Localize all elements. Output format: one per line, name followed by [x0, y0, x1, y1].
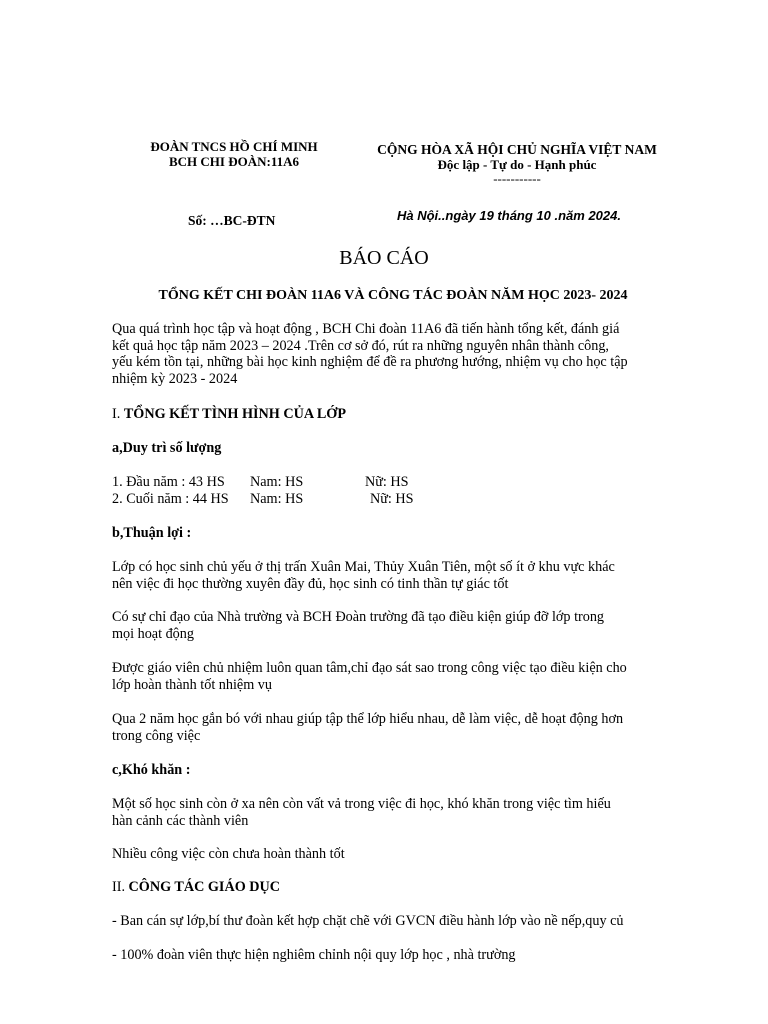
paragraph-line: Lớp có học sinh chủ yếu ở thị trấn Xuân Mai, Thủy Xuân Tiên, một số ít ở khu vực khác	[112, 559, 615, 575]
advantage-paragraph	[112, 660, 678, 693]
intro-line: kết quả học tập năm 2023 – 2024 .Trên cơ sở đó, rút ra những nguyên nhân thành công,	[112, 337, 609, 354]
paragraph-line: mọi hoạt động	[112, 625, 194, 642]
count-male: Nam: HS	[250, 474, 304, 490]
document-date: Hà Nội..ngày 19 tháng 10 .năm 2024.	[397, 208, 621, 223]
advantage-paragraph	[112, 559, 678, 592]
count-table	[112, 474, 678, 507]
section-2-title: CÔNG TÁC GIÁO DỤC	[128, 879, 281, 895]
paragraph-line: lớp hoàn thành tốt nhiệm vụ	[112, 676, 272, 693]
intro-line: nhiệm kỳ 2023 - 2024	[112, 370, 238, 387]
paragraph-line: Một số học sinh còn ở xa nên còn vất vả trong việc đi học, khó khăn trong việc tìm hiếu	[112, 796, 611, 812]
count-label: 2. Cuối năm : 44 HS	[112, 490, 229, 507]
difficulty-paragraph	[112, 796, 678, 829]
section-2-heading	[112, 879, 678, 896]
education-item: - Ban cán sự lớp,bí thư đoàn kết hợp chặt chẽ với GVCN điều hành lớp vào nề nếp,quy củ	[112, 913, 624, 929]
report-subtitle: TỔNG KẾT CHI ĐOÀN 11A6 VÀ CÔNG TÁC ĐOÀN NĂM HỌC 2023- 2024	[158, 288, 628, 303]
paragraph-line: hàn cảnh các thành viên	[112, 812, 249, 829]
paragraph-line: Qua 2 năm học gắn bó với nhau giúp tập thể lớp hiểu nhau, dễ làm việc, dễ hoạt động hơn	[112, 711, 624, 727]
section-2-number: II.	[112, 879, 125, 895]
section-1-heading	[112, 406, 678, 423]
count-row	[112, 491, 678, 508]
branch-name: BCH CHI ĐOÀN:11A6	[168, 154, 299, 169]
organization-name: ĐOÀN TNCS HỒ CHÍ MINH	[150, 139, 318, 154]
advantage-paragraph	[112, 711, 678, 744]
intro-line: yếu kém tồn tại, những bài học kinh nghiệm để đề ra phương hướng, nhiệm vụ cho học tập	[112, 354, 628, 370]
paragraph-line: Được giáo viên chủ nhiệm luôn quan tâm,chỉ đạo sát sao trong công việc tạo điều kiện cho	[112, 660, 627, 676]
page-title: BÁO CÁO	[339, 247, 429, 269]
organization-header	[134, 139, 334, 169]
paragraph-line: Có sự chỉ đạo của Nhà trường và BCH Đoàn trường đã tạo điều kiện giúp đỡ lớp trong	[112, 609, 605, 625]
paragraph-line: Nhiều công việc còn chưa hoàn thành tốt	[112, 846, 345, 862]
subsection-b-title: b,Thuận lợi :	[112, 525, 192, 541]
advantage-paragraph	[112, 609, 678, 642]
document-number: Số: …BC-ĐTN	[188, 213, 276, 228]
count-female: Nữ: HS	[370, 490, 414, 507]
count-male: Nam: HS	[250, 490, 304, 507]
motto: Độc lập - Tự do - Hạnh phúc	[437, 157, 597, 172]
subsection-c-title: c,Khó khăn :	[112, 762, 191, 778]
national-motto	[362, 142, 672, 185]
count-row	[112, 474, 678, 491]
paragraph-line: trong công việc	[112, 727, 201, 744]
count-female: Nữ: HS	[365, 474, 409, 490]
section-1-title: TỔNG KẾT TÌNH HÌNH CỦA LỚP	[123, 406, 347, 422]
difficulty-paragraph	[112, 846, 678, 863]
paragraph-line: nên việc đi học thường xuyên đầy đủ, học sinh có tinh thần tự giác tốt	[112, 575, 509, 592]
section-1-number: I.	[112, 406, 121, 422]
education-item: - 100% đoàn viên thực hiện nghiêm chỉnh nội quy lớp học , nhà trường	[112, 947, 516, 963]
motto-divider: -----------	[493, 171, 541, 186]
intro-paragraph	[112, 321, 678, 387]
count-label: 1. Đầu năm : 43 HS	[112, 474, 225, 490]
intro-line: Qua quá trình học tập và hoạt động , BCH Chi đoàn 11A6 đã tiến hành tổng kết, đánh giá	[112, 321, 620, 337]
country-name: CỘNG HÒA XÃ HỘI CHỦ NGHĨA VIỆT NAM	[377, 142, 657, 157]
subsection-a-title: a,Duy trì số lượng	[112, 440, 222, 456]
